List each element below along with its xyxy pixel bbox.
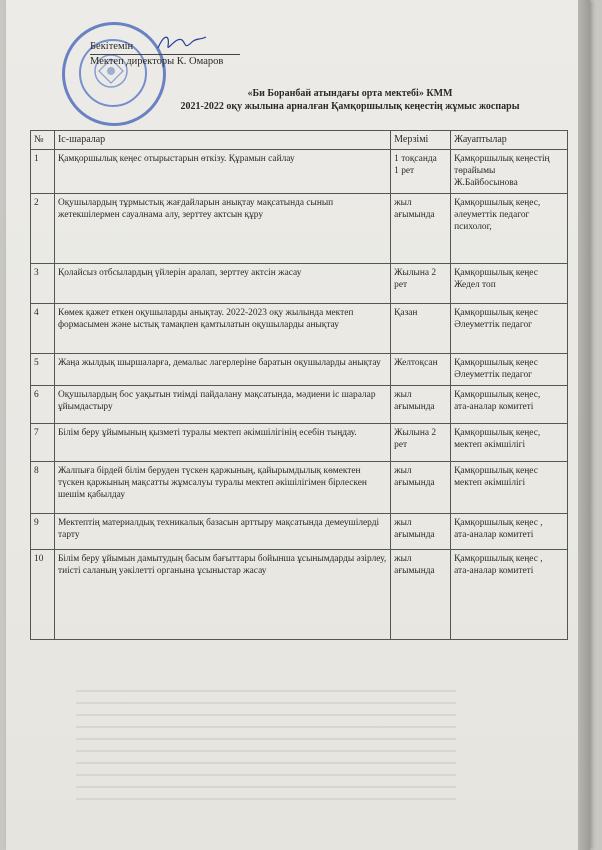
cell-resp-b: ата-аналар комитеті bbox=[454, 530, 534, 540]
cell-resp-a: Қамқоршылық кеңес , bbox=[454, 518, 543, 528]
cell-term-b: ағымында bbox=[394, 530, 435, 540]
document-sheet bbox=[6, 0, 590, 850]
table-row bbox=[31, 424, 568, 462]
cell-num: 8 bbox=[34, 466, 39, 476]
table-row bbox=[31, 386, 568, 424]
cell-event: Жалпыға бірдей білім беруден түскен қаржының, қайырымдылық көмектен түскен қаржының мақсатты жұмсалуы туралы мектеп әкішілігімен бірлескен шешім қабылдау bbox=[57, 466, 367, 500]
cell-term-b: 1 рет bbox=[394, 166, 415, 176]
cell-resp-b: Әлеуметтік педагог bbox=[454, 320, 532, 330]
cell-num: 1 bbox=[34, 154, 39, 164]
cell-resp-a: Қамқоршылық кеңес bbox=[454, 308, 538, 318]
row-event bbox=[54, 424, 390, 462]
row-event bbox=[54, 462, 390, 514]
row-term bbox=[391, 514, 451, 550]
cell-resp-b: Жедел топ bbox=[454, 280, 496, 290]
row-responsible bbox=[451, 514, 568, 550]
row-responsible bbox=[451, 354, 568, 386]
cell-num: 4 bbox=[34, 308, 39, 318]
bleed-through-marks bbox=[76, 690, 456, 840]
cell-resp-b: төрайымы bbox=[454, 166, 496, 176]
row-responsible bbox=[451, 462, 568, 514]
cell-event: Оқушылардың бос уақытын тиімді пайдалану мақсатында, мәдиени іс шаралар ұйымдастыру bbox=[57, 390, 376, 412]
cell-event: Жаңа жылдық шыршаларға, демалыс лагерлеріне баратын оқушыларды анықтау bbox=[57, 358, 381, 368]
row-event bbox=[54, 514, 390, 550]
cell-resp-b: ата-аналар комитеті bbox=[454, 566, 534, 576]
row-responsible bbox=[451, 424, 568, 462]
cell-event: Білім беру ұйымын дамытудың басым бағыттары бойынша ұсынымдарды әзірлеу, тиісті саланың уәкілетті органына ұсыныстар жасау bbox=[57, 554, 387, 576]
cell-resp-b: әлеуметтік педагог bbox=[454, 210, 530, 220]
cell-term-b: рет bbox=[394, 440, 408, 450]
row-responsible bbox=[451, 150, 568, 194]
cell-num: 10 bbox=[34, 554, 44, 564]
table-row bbox=[31, 354, 568, 386]
cell-term-b: рет bbox=[394, 280, 408, 290]
cell-term-a: 1 тоқсанда bbox=[394, 154, 437, 164]
row-number bbox=[31, 304, 55, 354]
cell-event: Білім беру ұйымының қызметі туралы мектеп әкімшілігінің есебін тыңдау. bbox=[57, 428, 357, 438]
table-row bbox=[31, 150, 568, 194]
table-header-row bbox=[31, 131, 568, 150]
cell-event: Қамқоршылық кеңес отырыстарын өткізу. Құрамын сайлау bbox=[57, 154, 295, 164]
cell-term-b: ағымында bbox=[394, 478, 435, 488]
row-responsible bbox=[451, 386, 568, 424]
cell-event: Көмек қажет еткен оқушыларды анықтау. 2022-2023 оқу жылында мектеп формасымен және ыстық тамақпен қамтылатын оқушыларды анықтау bbox=[57, 308, 354, 330]
table-row bbox=[31, 514, 568, 550]
row-term bbox=[391, 354, 451, 386]
row-number bbox=[31, 514, 55, 550]
cell-resp-a: Қамқоршылық кеңестің bbox=[454, 154, 550, 164]
cell-resp-c: психолог, bbox=[454, 222, 492, 232]
plan-title: 2021-2022 оқу жылына арналған Қамқоршылық кеңестің жұмыс жоспары bbox=[180, 101, 520, 112]
row-event bbox=[54, 194, 390, 264]
cell-num: 3 bbox=[34, 268, 39, 278]
cell-resp-b: мектеп әкімшілігі bbox=[454, 478, 526, 488]
cell-term-a: Жылына 2 bbox=[394, 268, 437, 278]
cell-term-a: Қазан bbox=[394, 308, 418, 318]
cell-resp-a: Қамқоршылық кеңес , bbox=[454, 554, 543, 564]
cell-resp-c: Ж.Байбосынова bbox=[454, 178, 518, 188]
row-number bbox=[31, 386, 55, 424]
cell-num: 7 bbox=[34, 428, 39, 438]
cell-resp-a: Қамқоршылық кеңес, bbox=[454, 428, 541, 438]
row-event bbox=[54, 386, 390, 424]
row-event bbox=[54, 150, 390, 194]
cell-resp-b: Әлеуметтік педагог bbox=[454, 370, 532, 380]
row-event bbox=[54, 264, 390, 304]
row-term bbox=[391, 462, 451, 514]
director-line: Мектеп директоры К. Омаров bbox=[90, 56, 224, 67]
approved-label: Бекітемін bbox=[90, 40, 240, 55]
table-row bbox=[31, 264, 568, 304]
row-number bbox=[31, 550, 55, 640]
cell-num: 6 bbox=[34, 390, 39, 400]
cell-resp-b: мектеп әкімшілігі bbox=[454, 440, 526, 450]
row-term bbox=[391, 386, 451, 424]
row-event bbox=[54, 550, 390, 640]
school-name-title: «Би Боранбай атындағы орта мектебі» КММ bbox=[247, 88, 453, 99]
row-term bbox=[391, 550, 451, 640]
row-number bbox=[31, 150, 55, 194]
cell-resp-a: Қамқоршылық кеңес bbox=[454, 268, 538, 278]
cell-resp-a: Қамқоршылық кеңес, bbox=[454, 390, 541, 400]
row-event bbox=[54, 354, 390, 386]
table-row bbox=[31, 304, 568, 354]
row-responsible bbox=[451, 550, 568, 640]
table-row bbox=[31, 550, 568, 640]
cell-term-a: жыл bbox=[394, 466, 412, 476]
row-term bbox=[391, 264, 451, 304]
cell-term-b: ағымында bbox=[394, 402, 435, 412]
header-term: Мерзімі bbox=[391, 131, 451, 150]
row-responsible bbox=[451, 194, 568, 264]
cell-term-a: Жылына 2 bbox=[394, 428, 437, 438]
header-number: № bbox=[31, 131, 55, 150]
row-number bbox=[31, 462, 55, 514]
cell-num: 9 bbox=[34, 518, 39, 528]
cell-term-b: ағымында bbox=[394, 210, 435, 220]
cell-num: 2 bbox=[34, 198, 39, 208]
cell-resp-b: ата-аналар комитеті bbox=[454, 402, 534, 412]
row-responsible bbox=[451, 304, 568, 354]
row-responsible bbox=[451, 264, 568, 304]
row-event bbox=[54, 304, 390, 354]
cell-term-a: Желтоқсан bbox=[394, 358, 438, 368]
row-number bbox=[31, 194, 55, 264]
cell-term-a: жыл bbox=[394, 554, 412, 564]
cell-resp-a: Қамқоршылық кеңес bbox=[454, 358, 538, 368]
table-row bbox=[31, 462, 568, 514]
row-term bbox=[391, 424, 451, 462]
cell-resp-a: Қамқоршылық кеңес bbox=[454, 466, 538, 476]
cell-term-a: жыл bbox=[394, 198, 412, 208]
row-number bbox=[31, 424, 55, 462]
cell-term-a: жыл bbox=[394, 518, 412, 528]
cell-resp-a: Қамқоршылық кеңес, bbox=[454, 198, 541, 208]
page-edge-shadow bbox=[578, 0, 590, 850]
row-number bbox=[31, 264, 55, 304]
cell-event: Қолайсыз отбсылардың үйлерін аралап, зерттеу актсін жасау bbox=[57, 268, 302, 278]
header-events: Іс-шаралар bbox=[54, 131, 390, 150]
cell-event: Оқушылардың тұрмыстық жағдайларын анықтау мақсатында сынып жетекшілермен сауалнама алу, зерттеу актсын құру bbox=[57, 198, 334, 220]
header-responsible: Жауаптылар bbox=[451, 131, 568, 150]
row-term bbox=[391, 150, 451, 194]
row-number bbox=[31, 354, 55, 386]
cell-term-a: жыл bbox=[394, 390, 412, 400]
director-signature-icon bbox=[154, 28, 214, 56]
cell-term-b: ағымында bbox=[394, 566, 435, 576]
row-term bbox=[391, 304, 451, 354]
cell-num: 5 bbox=[34, 358, 39, 368]
work-plan-table bbox=[30, 130, 568, 640]
table-row bbox=[31, 194, 568, 264]
cell-event: Мектептің материалдық техникалық базасын арттыру мақсатында демеушілерді тарту bbox=[57, 518, 380, 540]
row-term bbox=[391, 194, 451, 264]
